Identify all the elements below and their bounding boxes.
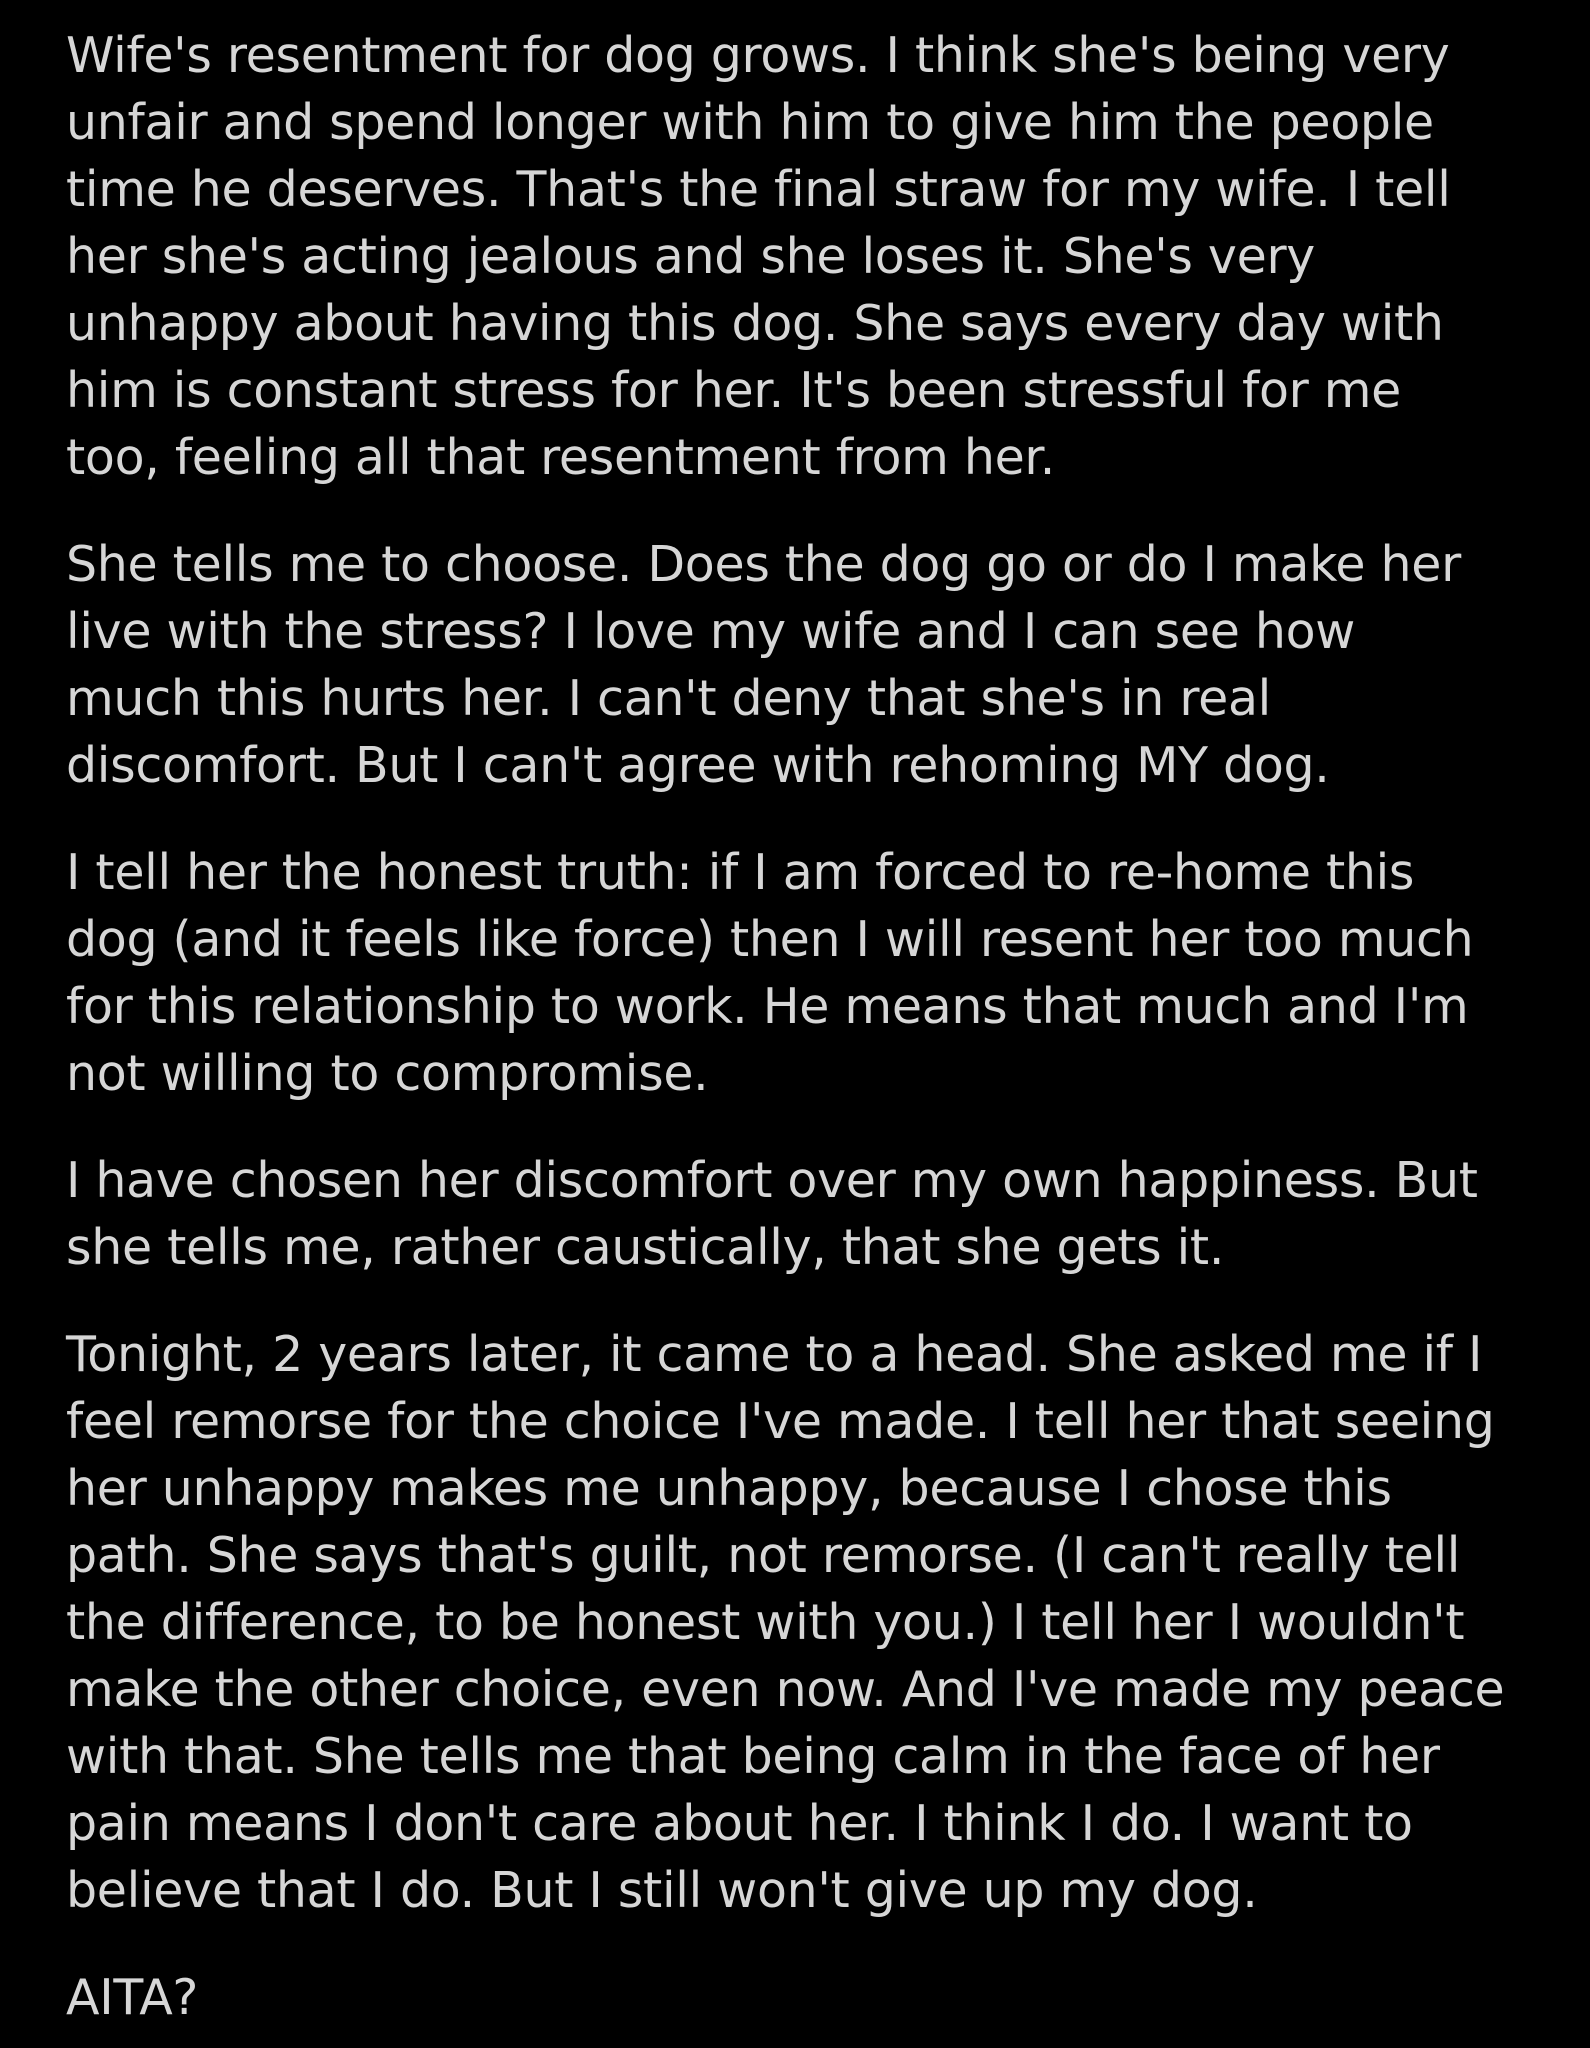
post-paragraph-3 — [66, 839, 1546, 1107]
text-line: unfair and spend longer with him to give him the people — [66, 94, 1434, 151]
text-line: unhappy about having this dog. She says every day with — [66, 295, 1444, 352]
text-line: She tells me to choose. Does the dog go or do I make her — [66, 536, 1461, 593]
text-line: too, feeling all that resentment from her. — [66, 429, 1056, 486]
post-paragraph-4 — [66, 1147, 1546, 1281]
text-line: dog (and it feels like force) then I will resent her too much — [66, 911, 1474, 968]
text-line: much this hurts her. I can't deny that she's in real — [66, 670, 1271, 727]
text-line: with that. She tells me that being calm in the face of her — [66, 1728, 1440, 1785]
text-line: time he deserves. That's the final straw for my wife. I tell — [66, 161, 1451, 218]
text-line: Tonight, 2 years later, it came to a head. She asked me if I — [66, 1326, 1483, 1383]
text-line: she tells me, rather caustically, that she gets it. — [66, 1219, 1225, 1276]
post-paragraph-5 — [66, 1321, 1546, 1924]
text-line: not willing to compromise. — [66, 1045, 709, 1102]
text-line: I tell her the honest truth: if I am forced to re-home this — [66, 844, 1415, 901]
text-line: pain means I don't care about her. I think I do. I want to — [66, 1795, 1413, 1852]
text-line: Wife's resentment for dog grows. I think she's being very — [66, 27, 1450, 84]
post-body — [66, 22, 1546, 2031]
text-line: him is constant stress for her. It's been stressful for me — [66, 362, 1402, 419]
text-line: the difference, to be honest with you.) I tell her I wouldn't — [66, 1594, 1465, 1651]
post-paragraph-2 — [66, 531, 1546, 799]
post-paragraph-6 — [66, 1964, 1546, 2031]
text-line: discomfort. But I can't agree with rehoming MY dog. — [66, 737, 1330, 794]
text-line: path. She says that's guilt, not remorse. (I can't really tell — [66, 1527, 1461, 1584]
text-line: her unhappy makes me unhappy, because I chose this — [66, 1460, 1392, 1517]
aita-question: AITA? — [66, 1969, 199, 2026]
text-line: make the other choice, even now. And I've made my peace — [66, 1661, 1505, 1718]
text-line: feel remorse for the choice I've made. I tell her that seeing — [66, 1393, 1495, 1450]
text-line: her she's acting jealous and she loses it. She's very — [66, 228, 1315, 285]
text-line: live with the stress? I love my wife and I can see how — [66, 603, 1356, 660]
text-line: believe that I do. But I still won't give up my dog. — [66, 1862, 1258, 1919]
text-line: for this relationship to work. He means that much and I'm — [66, 978, 1469, 1035]
post-paragraph-1 — [66, 22, 1546, 491]
text-line: I have chosen her discomfort over my own happiness. But — [66, 1152, 1478, 1209]
